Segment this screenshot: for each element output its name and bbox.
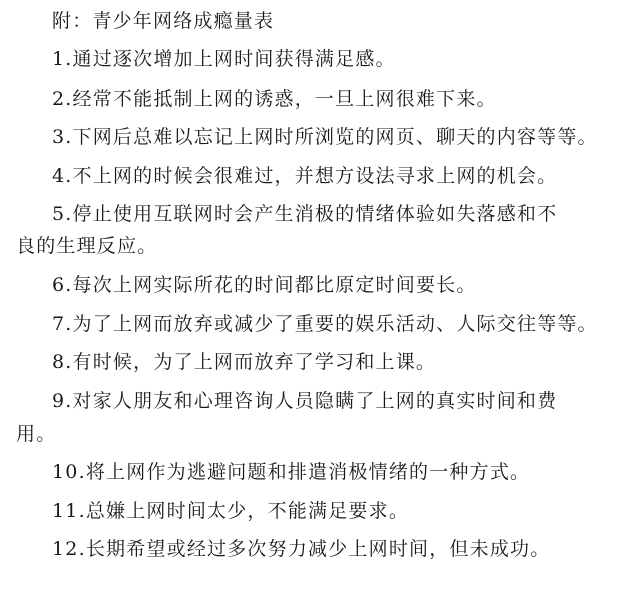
item-4: 4.不上网的时候会很难过，并想方设法寻求上网的机会。 <box>52 165 558 187</box>
item-5: 5.停止使用互联网时会产生消极的情绪体验如失落感和不 <box>52 203 558 225</box>
item-7: 7.为了上网而放弃或减少了重要的娱乐活动、人际交往等等。 <box>52 313 598 335</box>
item-11: 11.总嫌上网时间太少，不能满足要求。 <box>52 500 410 522</box>
item-8: 8.有时候，为了上网而放弃了学习和上课。 <box>52 351 437 373</box>
item-9-continuation: 用。 <box>16 423 57 445</box>
item-10: 10.将上网作为逃避问题和排遣消极情绪的一种方式。 <box>52 461 531 483</box>
item-3: 3.下网后总难以忘记上网时所浏览的网页、聊天的内容等等。 <box>52 126 598 148</box>
item-6: 6.每次上网实际所花的时间都比原定时间要长。 <box>52 274 477 296</box>
item-5-continuation: 良的生理反应。 <box>16 235 158 257</box>
item-1: 1.通过逐次增加上网时间获得满足感。 <box>52 48 396 70</box>
item-2: 2.经常不能抵制上网的诱惑，一旦上网很难下来。 <box>52 88 497 110</box>
document-title: 附：青少年网络成瘾量表 <box>52 10 275 32</box>
item-9: 9.对家人朋友和心理咨询人员隐瞒了上网的真实时间和费 <box>52 390 558 412</box>
item-12: 12.长期希望或经过多次努力减少上网时间，但未成功。 <box>52 538 551 560</box>
